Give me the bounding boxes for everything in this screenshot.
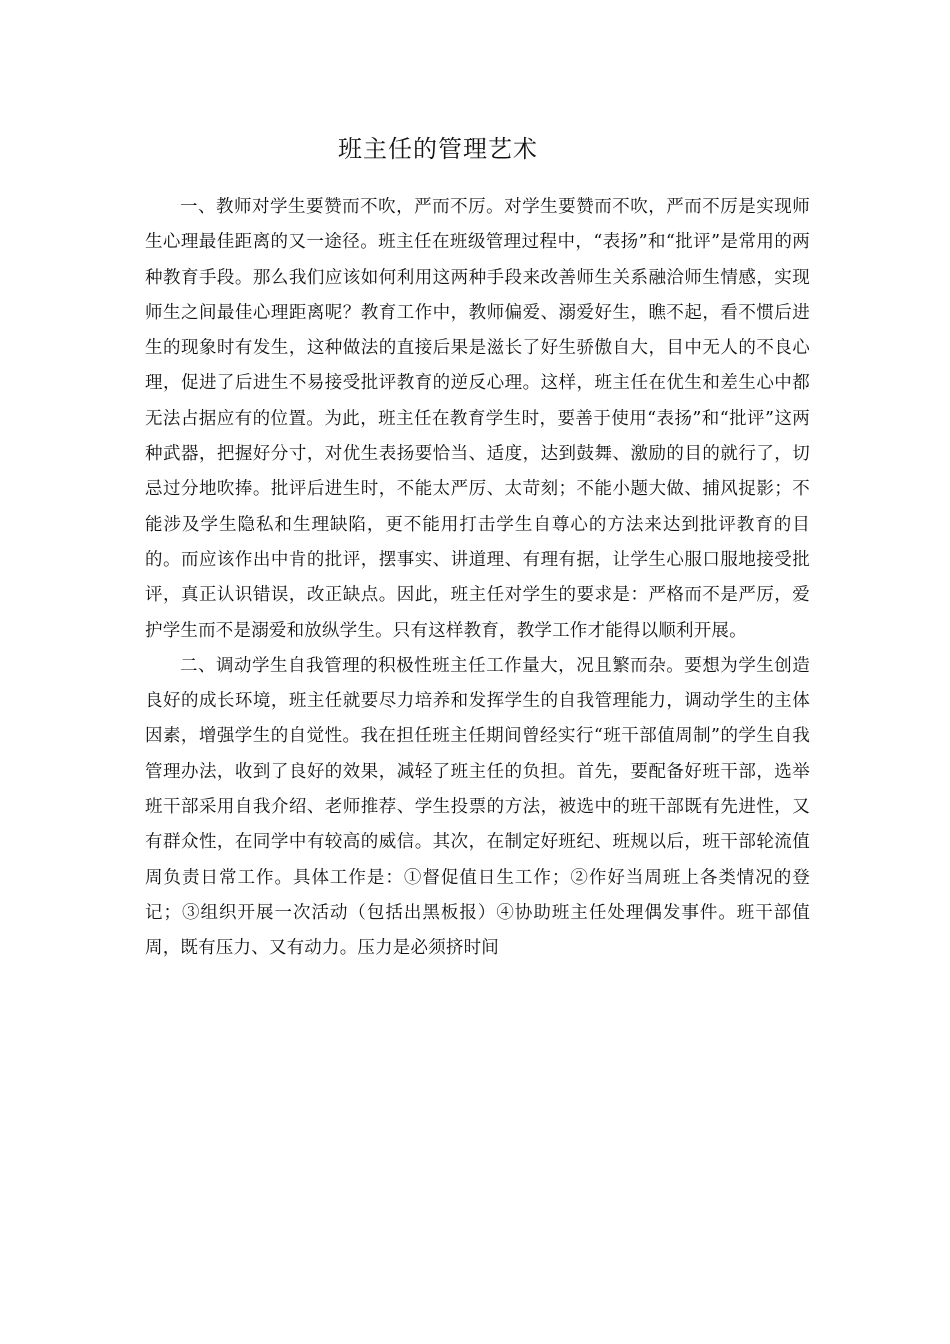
document-body <box>145 190 810 967</box>
document-title: 班主任的管理艺术 <box>338 135 538 163</box>
paragraph-1: 一、教师对学生要赞而不吹，严而不厉。对学生要赞而不吹，严而不厉是实现师生心理最佳距离的又一途径。班主任在班级管理过程中，“表扬”和“批评”是常用的两种教育手段。那么我们应该如何利用这两种手段来改善师生关系融洽师生情感，实现师生之间最佳心理距离呢？教育工作中，教师偏爱、溺爱好生，瞧不起，看不惯后进生的现象时有发生，这种做法的直接后果是滋长了好生骄傲自大，目中无人的不良心理，促进了后进生不易接受批评教育的逆反心理。这样，班主任在优生和差生心中都无法占据应有的位置。为此，班主任在教育学生时，要善于使用“表扬”和“批评”这两种武器，把握好分寸，对优生表扬要恰当、适度，达到鼓舞、激励的目的就行了，切忌过分地吹捧。批评后进生时，不能太严厉、太苛刻；不能小题大做、捕风捉影；不能涉及学生隐私和生理缺陷，更不能用打击学生自尊心的方法来达到批评教育的目的。而应该作出中肯的批评，摆事实、讲道理、有理有据，让学生心服口服地接受批评，真正认识错误，改正缺点。因此，班主任对学生的要求是：严格而不是严厉，爱护学生而不是溺爱和放纵学生。只有这样教育，教学工作才能得以顺利开展。 <box>145 197 810 641</box>
paragraph-2: 二、调动学生自我管理的积极性班主任工作量大，况且繁而杂。要想为学生创造良好的成长环境，班主任就要尽力培养和发挥学生的自我管理能力，调动学生的主体因素，增强学生的自觉性。我在担任班主任期间曾经实行“班干部值周制”的学生自我管理办法，收到了良好的效果，减轻了班主任的负担。首先，要配备好班干部，选举班干部采用自我介绍、老师推荐、学生投票的方法，被选中的班干部既有先进性，又有群众性，在同学中有较高的威信。其次，在制定好班纪、班规以后，班干部轮流值周负责日常工作。具体工作是：①督促值日生工作；②作好当周班上各类情况的登记；③组织开展一次活动（包括出黑板报）④协助班主任处理偶发事件。班干部值周，既有压力、又有动力。压力是必须挤时间 <box>145 655 810 959</box>
